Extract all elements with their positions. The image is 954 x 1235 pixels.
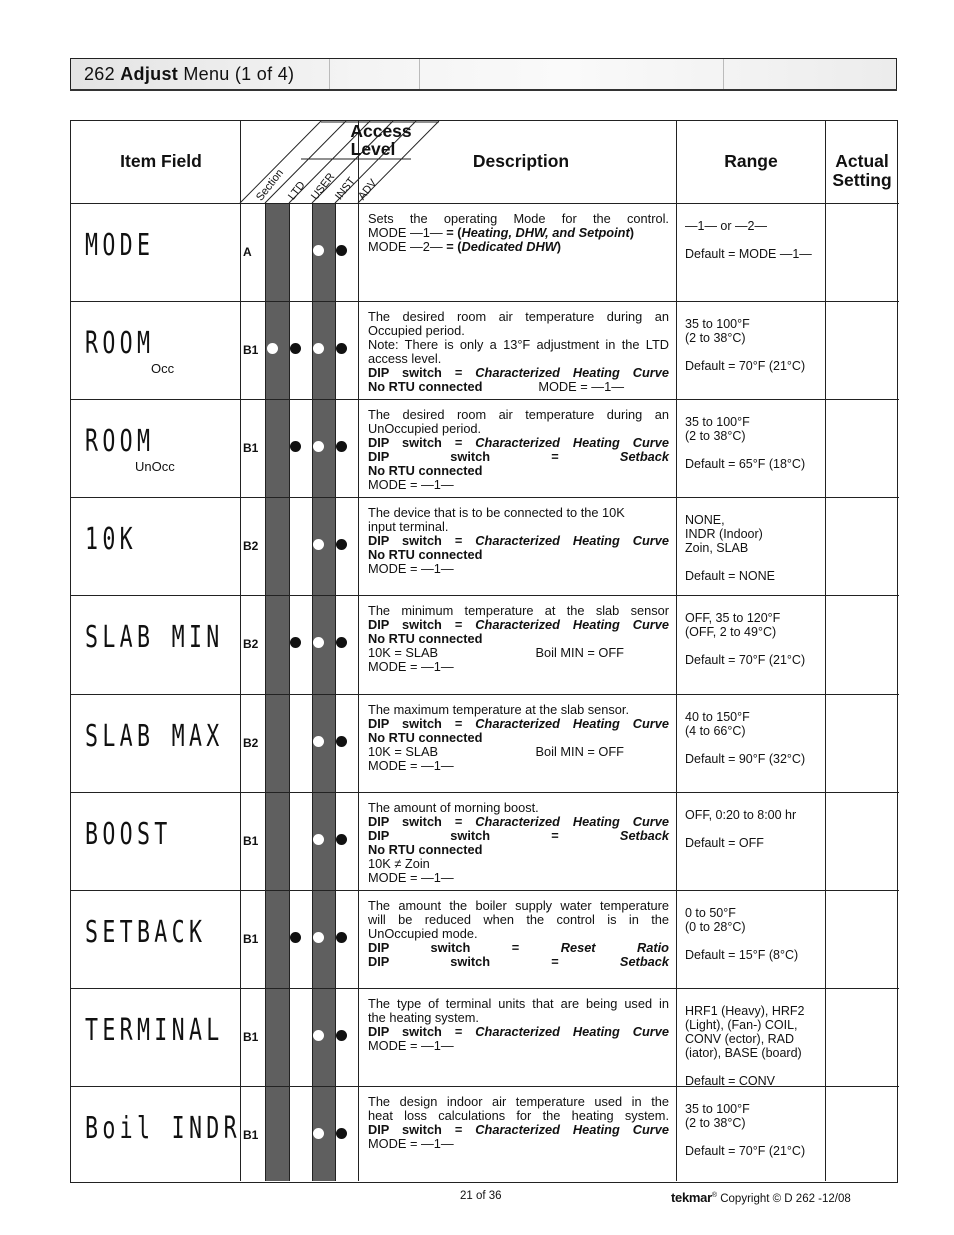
range-cell: [685, 513, 825, 583]
page-header-bar: [70, 58, 897, 90]
section-code: B1: [243, 1127, 259, 1142]
range-line: 35 to 100°F: [685, 415, 750, 430]
description-line: DIP switch = Setback: [368, 827, 669, 843]
access-dot: [336, 834, 347, 845]
lcd-item-name: SLAB MIN: [85, 620, 224, 656]
description-line: The amount of morning boost.: [368, 799, 539, 815]
diagonal-rule: [265, 121, 346, 203]
description-line: the heating system.: [368, 1009, 479, 1025]
column-rule: [825, 121, 826, 1181]
range-line: Default = OFF: [685, 835, 764, 850]
level-heading: Level: [350, 139, 396, 159]
lcd-item-name: MODE: [85, 228, 155, 264]
access-dot: [290, 932, 301, 943]
range-line: OFF, 0:20 to 8:00 hr: [685, 807, 797, 822]
range-line: Default = MODE —1—: [685, 247, 812, 261]
range-line: [685, 1060, 825, 1074]
range-line: (2 to 38°C): [685, 1115, 746, 1130]
user-heading: USER: [309, 170, 338, 203]
description-line: DIP switch = Characterized Heating Curve: [368, 1121, 670, 1137]
adv-heading: ADV: [356, 177, 380, 203]
description-line: MODE = —1—: [368, 757, 454, 773]
range-line: Default = CONV: [685, 1073, 775, 1088]
lcd-item-name: SETBACK: [85, 914, 207, 950]
description-line: 10K = SLAB Boil MIN = OFF: [368, 645, 624, 661]
description-line: MODE —2— = (Dedicated DHW): [368, 239, 562, 254]
access-dot: [336, 441, 347, 452]
description-cell: [368, 703, 669, 773]
range-line: 35 to 100°F: [685, 317, 750, 332]
description-line: DIP switch = Characterized Heating Curve: [368, 617, 670, 633]
description-cell: [368, 506, 669, 576]
section-code: B1: [243, 343, 259, 358]
description-line: The maximum temperature at the slab sensor.: [368, 701, 630, 717]
description-cell: [368, 212, 669, 254]
access-dot: [336, 1030, 347, 1041]
access-dot: [336, 932, 347, 943]
description-line: The design indoor air temperature used in the: [368, 1093, 669, 1109]
range-line: (iator), BASE (board): [685, 1045, 802, 1060]
actual-heading: Actual: [835, 151, 889, 171]
range-line: HRF1 (Heavy), HRF2: [685, 1003, 805, 1018]
column-rule: [676, 121, 677, 1181]
range-line: OFF, 35 to 120°F: [685, 611, 781, 626]
description-line: No RTU connected: [368, 841, 483, 857]
access-dot: [313, 736, 324, 747]
access-heading: Access: [350, 121, 412, 141]
column-rule: [240, 121, 241, 1181]
range-line: 40 to 150°F: [685, 709, 750, 724]
item-sub-label: Occ: [151, 361, 175, 377]
description-line: Sets the operating Mode for the control.: [368, 211, 669, 226]
range-cell: [685, 710, 825, 766]
row-rule: [71, 399, 899, 400]
row-rule: [71, 890, 899, 891]
row-rule: [71, 497, 899, 498]
access-dot: [313, 834, 324, 845]
description-line: Note: There is only a 13°F adjustment in the LTD: [368, 337, 669, 353]
header-segment: [723, 59, 724, 89]
ltd-heading: LTD: [286, 179, 308, 203]
description-line: MODE = —1—: [368, 1037, 454, 1053]
range-heading: Range: [724, 151, 778, 171]
lcd-item-name: TERMINAL: [85, 1012, 224, 1048]
access-dot: [290, 343, 301, 354]
range-line: [685, 1130, 825, 1144]
section-code: B2: [243, 539, 259, 554]
lcd-item-name: SLAB MAX: [85, 718, 224, 754]
description-line: No RTU connected: [368, 547, 483, 563]
access-dot: [313, 245, 324, 256]
description-line: The device that is to be connected to the 10K: [368, 505, 625, 521]
row-rule: [71, 595, 899, 596]
range-line: INDR (Indoor): [685, 527, 763, 542]
description-cell: [368, 310, 669, 394]
description-line: DIP switch = Characterized Heating Curve: [368, 1023, 670, 1039]
description-line: will be reduced when the control is in the: [368, 911, 669, 927]
section-code: B1: [243, 441, 259, 456]
header-segment: [419, 59, 420, 89]
range-line: NONE,: [685, 513, 725, 528]
description-line: heat loss calculations for the heating system.: [368, 1107, 669, 1123]
access-dot: [313, 932, 324, 943]
description-line: No RTU connected: [368, 729, 483, 745]
description-heading: Description: [472, 151, 570, 171]
inst-heading: INST: [333, 175, 358, 203]
description-line: Occupied period.: [368, 323, 465, 339]
access-dot: [336, 245, 347, 256]
description-line: MODE = —1—: [368, 869, 454, 885]
range-line: Default = NONE: [685, 569, 775, 584]
access-dot: [290, 637, 301, 648]
description-line: DIP switch = Characterized Heating Curve: [368, 435, 670, 451]
description-line: The minimum temperature at the slab sensor: [368, 603, 669, 619]
item-sub-label: UnOcc: [135, 459, 175, 475]
range-line: (4 to 66°C): [685, 723, 746, 738]
row-rule: [71, 988, 899, 989]
header-rule: [70, 89, 897, 91]
range-line: [685, 555, 825, 569]
section-code: B1: [243, 931, 259, 946]
description-cell: [368, 801, 669, 885]
page-number: 21 of 36: [460, 1190, 502, 1202]
section-code: B2: [243, 637, 259, 652]
range-cell: [685, 219, 825, 261]
column-rule: [265, 203, 266, 1181]
range-line: —1— or —2—: [685, 219, 767, 233]
range-line: (2 to 38°C): [685, 331, 746, 346]
access-dot: [336, 343, 347, 354]
description-line: The amount the boiler supply water temperature: [368, 897, 669, 913]
range-line: [685, 345, 825, 359]
section-code: B1: [243, 833, 259, 848]
setting-heading: Setting: [832, 170, 892, 190]
range-line: [685, 443, 825, 457]
diagonal-rule: [240, 121, 321, 203]
range-cell: [685, 1004, 825, 1088]
description-line: No RTU connected: [368, 463, 483, 479]
header-segment: [329, 59, 330, 89]
section-code: B1: [243, 1029, 259, 1044]
description-line: DIP switch = Setback: [368, 449, 669, 465]
footer-copyright: tekmar® Copyright © D 262 -12/08: [671, 1190, 851, 1205]
range-line: [685, 639, 825, 653]
column-rule: [358, 121, 359, 1181]
range-line: [685, 738, 825, 752]
description-line: No RTU connected: [368, 631, 483, 647]
access-dot: [313, 1128, 324, 1139]
lcd-item-name: ROOM: [85, 326, 155, 362]
access-dot: [336, 736, 347, 747]
description-line: DIP switch = Characterized Heating Curve: [368, 715, 670, 731]
lcd-item-name: BOOST: [85, 816, 172, 852]
description-line: MODE —1— = (Heating, DHW, and Setpoint): [368, 225, 635, 240]
description-line: The type of terminal units that are being used in: [368, 995, 669, 1011]
description-line: 10K = SLAB Boil MIN = OFF: [368, 743, 624, 759]
row-rule: [71, 792, 899, 793]
access-dot: [336, 637, 347, 648]
range-line: [685, 822, 825, 836]
access-dot: [336, 539, 347, 550]
description-line: MODE = —1—: [368, 477, 454, 493]
description-cell: [368, 1095, 669, 1151]
description-cell: [368, 604, 669, 674]
range-cell: [685, 611, 825, 667]
description-cell: [368, 997, 669, 1053]
description-cell: [368, 408, 669, 492]
section-code: B2: [243, 735, 259, 750]
item-field-heading: Item Field: [120, 151, 202, 171]
adjust-menu-table: [70, 120, 898, 1183]
range-line: Default = 70°F (21°C): [685, 1143, 806, 1158]
range-line: Default = 15°F (8°C): [685, 947, 799, 962]
description-line: DIP switch = Characterized Heating Curve: [368, 533, 670, 549]
range-cell: [685, 415, 825, 471]
range-line: 35 to 100°F: [685, 1101, 750, 1116]
range-cell: [685, 906, 825, 962]
range-line: 0 to 50°F: [685, 905, 736, 920]
range-line: Default = 70°F (21°C): [685, 359, 806, 374]
range-line: CONV (ector), RAD: [685, 1031, 795, 1046]
range-cell: [685, 808, 825, 850]
access-dot: [313, 1030, 324, 1041]
lcd-item-name: 10K: [85, 522, 137, 558]
description-line: input terminal.: [368, 519, 449, 535]
description-line: UnOccupied period.: [368, 421, 482, 437]
range-line: (OFF, 2 to 49°C): [685, 625, 777, 640]
description-line: The desired room air temperature during an: [368, 407, 669, 423]
tekmar-logo: tekmar: [671, 1190, 712, 1205]
range-line: Default = 90°F (32°C): [685, 751, 806, 766]
range-line: (0 to 28°C): [685, 919, 746, 934]
access-dot: [336, 1128, 347, 1139]
range-cell: [685, 317, 825, 373]
section-heading: Section: [254, 167, 287, 204]
row-rule: [71, 694, 899, 695]
description-line: No RTU connected MODE = —1—: [368, 379, 624, 395]
range-line: [685, 233, 825, 247]
range-line: (Light), (Fan-) COIL,: [685, 1017, 798, 1032]
range-cell: [685, 1102, 825, 1158]
range-line: (2 to 38°C): [685, 429, 746, 444]
description-line: DIP switch = Characterized Heating Curve: [368, 813, 670, 829]
access-dot: [290, 441, 301, 452]
description-line: DIP switch = Setback: [368, 953, 669, 969]
page-title: 262 Adjust Menu (1 of 4): [84, 64, 295, 84]
description-line: DIP switch = Reset Ratio: [368, 939, 670, 955]
description-line: access level.: [368, 351, 442, 367]
description-line: MODE = —1—: [368, 561, 454, 577]
description-line: 10K ≠ Zoin: [368, 855, 430, 871]
description-line: UnOccupied mode.: [368, 925, 478, 941]
range-line: [685, 934, 825, 948]
row-rule: [71, 301, 899, 302]
lcd-item-name: Boil INDR: [85, 1110, 241, 1146]
range-line: Default = 65°F (18°C): [685, 457, 806, 472]
section-code: A: [243, 245, 252, 260]
description-line: DIP switch = Characterized Heating Curve: [368, 365, 670, 381]
description-line: The desired room air temperature during an: [368, 309, 669, 325]
description-line: MODE = —1—: [368, 659, 454, 675]
range-line: Zoin, SLAB: [685, 541, 749, 556]
range-line: Default = 70°F (21°C): [685, 653, 806, 668]
lcd-item-name: ROOM: [85, 424, 155, 460]
description-line: MODE = —1—: [368, 1135, 454, 1151]
description-cell: [368, 899, 669, 969]
